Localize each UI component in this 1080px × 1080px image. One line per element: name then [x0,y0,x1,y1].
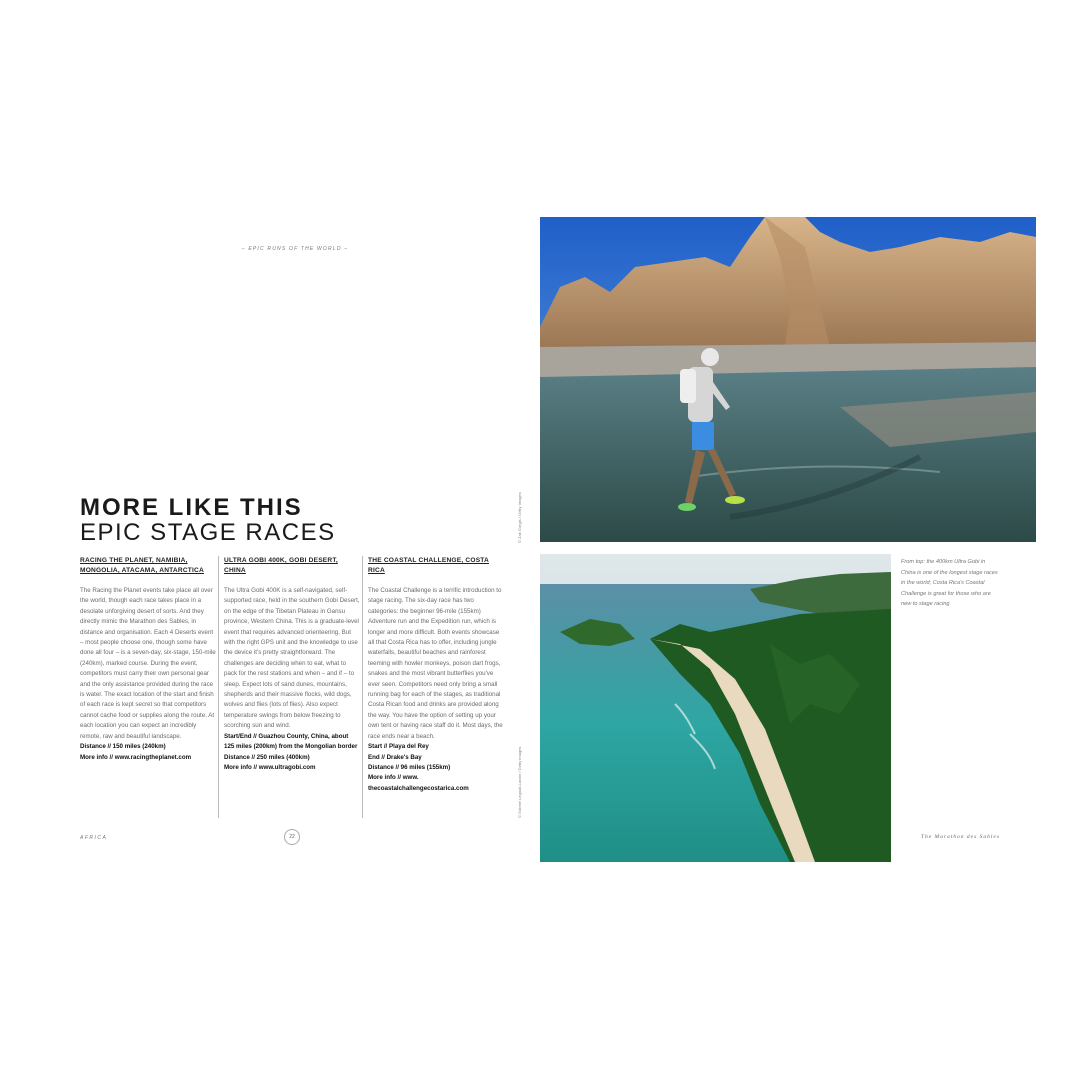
photo-credit-top: © Zak Gorgis / Getty Images [517,492,522,543]
section-title-line2: EPIC STAGE RACES [80,519,336,546]
fact-end: End // Drake's Bay [368,753,422,761]
folio-section: AFRICA [80,835,108,841]
column-ultra-gobi [224,556,360,773]
column-divider [218,556,219,818]
photo-credit-bottom: © Gabriel Legault-Lavoie / Getty Images [517,746,522,818]
photo-costa-rica-coast [540,554,891,862]
fact-more-info: More info // www.racingtheplanet.com [80,753,192,761]
fact-more-info: More info // www.ultragobi.com [224,763,316,771]
column-body: The Coastal Challenge is a terrific introduction to stage racing. The six-day race has two categories: the beginner 96-mile (155km) Adventure run and the Expedition run, which is longer and more difficult. Both events showcase all that Costa Rica has to offer, including jungle waterfalls, beautiful beaches and rainforest teeming with howler monkeys, poison dart frogs, snakes and the most vibrant butterflies you've ever seen. Competitors need only bring a small running bag for each of the stages, as traditional Costa Rican food and drinks are provided along the way. You have the option of setting up your own tent or having race staff do it. Most days, the race ends near a beach. [368,587,503,740]
fact-start: Start // Playa del Rey [368,743,429,751]
column-heading: THE COASTAL CHALLENGE, COSTA RICA [368,557,489,574]
photo-gobi-runner [540,217,1036,542]
column-divider [362,556,363,818]
fact-distance: Distance // 250 miles (400km) [224,753,310,761]
section-title-line1: MORE LIKE THIS [80,494,303,521]
fact-start-end: Start/End // Guazhou County, China, about 125 miles (200km) from the Mongolian border [224,732,358,751]
column-heading: RACING THE PLANET, NAMIBIA, MONGOLIA, ATACAMA, ANTARCTICA [80,557,204,574]
fact-distance: Distance // 150 miles (240km) [80,743,166,751]
photo-caption: From top: the 400km Ultra Gobi in China is one of the longest stage races in the world; Costa Rica's Coastal Challenge is great for those who are new to stage racing [901,559,998,607]
column-heading: ULTRA GOBI 400K, GOBI DESERT, CHINA [224,557,338,574]
fact-more-info: More info // www. thecoastalchallengecostarica.com [368,774,469,792]
page-number: 22 [284,829,300,845]
column-coastal-challenge [368,556,504,794]
coastline-illustration [540,554,891,862]
column-body: The Ultra Gobi 400K is a self-navigated, self-supported race, held in the southern Gobi Desert, on the edge of the Tibetan Plateau in Gansu province, Western China. This is a graduate-level event that requires advanced orienteering. But with the right GPS unit and the knowledge to use the device it's pretty straightforward. The challenges are deciding when to eat, what to pack for the rest stations and when – and if – to sleep. Expect lots of sand dunes, mountains, shepherds and their massive flocks, wild dogs, wolves and flies (lots of flies). Also expect temperature swings from below freezing to scorching sun and wind. [224,587,360,730]
gobi-desert-illustration [540,217,1036,542]
folio-chapter: The Marathon des Sables [920,834,1000,840]
column-body: The Racing the Planet events take place all over the world, though each race takes place in a desolate unforgiving desert of sorts. And they directly mimic the Marathon des Sables, in distance and organisation. Each 4 Deserts event – most people choose one, though some have done all four – is a seven-day, six-stage, 150-mile (240km), marked course. During the event, competitors must carry their own personal gear and the only assistance provided during the race is water. The exact location of the start and finish of each race is kept secret so that competitors cannot cache food or supplies along the route. At each location you can expect an incredibly remote, raw and beautiful landscape. [80,587,216,740]
running-head: – EPIC RUNS OF THE WORLD – [241,246,349,252]
column-racing-the-planet [80,556,216,763]
fact-distance: Distance // 96 miles (155km) [368,763,451,771]
